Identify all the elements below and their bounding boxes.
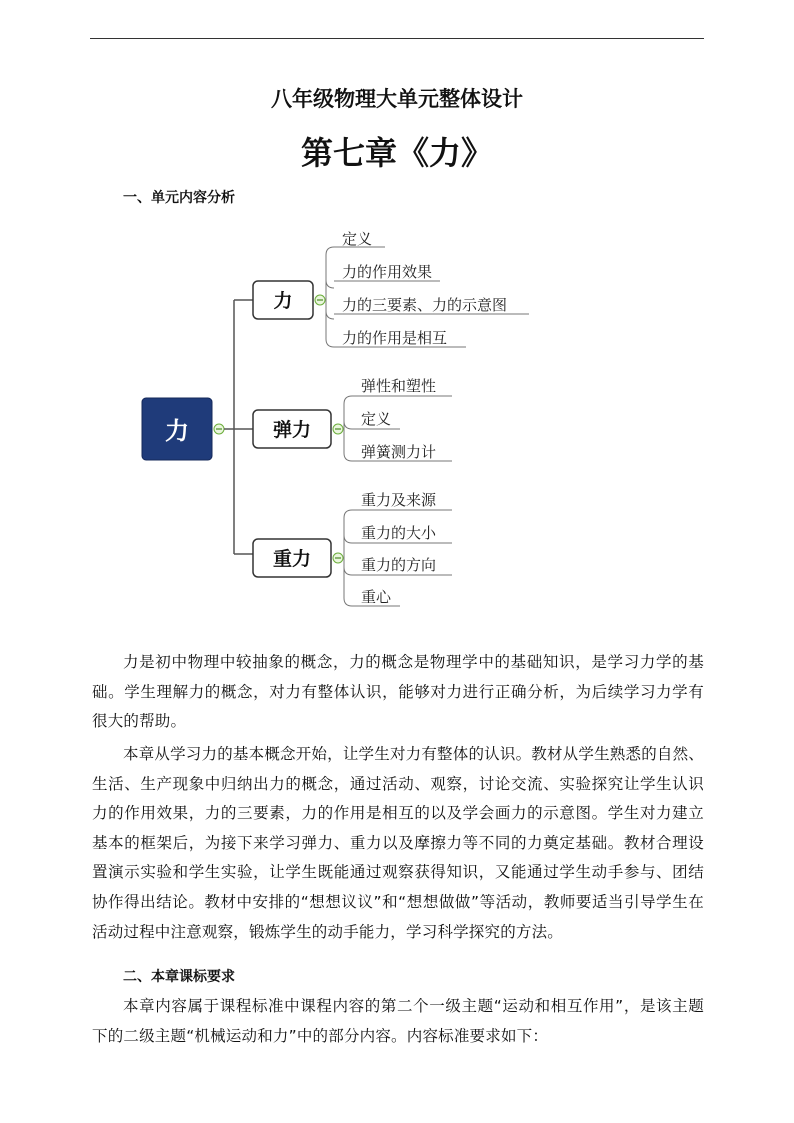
mindmap-leaf: 重力及来源 [361, 491, 437, 509]
collapse-icon[interactable] [333, 424, 343, 434]
mindmap-leaf: 弹性和塑性 [361, 377, 437, 395]
section-heading-curriculum-standards: 二、本章课标要求 [123, 969, 235, 985]
section-heading-content-analysis: 一、单元内容分析 [123, 190, 235, 206]
chapter-title: 第七章《力》 [300, 134, 493, 172]
collapse-icon[interactable] [214, 424, 224, 434]
mindmap-leaf: 定义 [361, 410, 392, 428]
root-connector-lines [224, 300, 253, 554]
collapse-icon[interactable] [333, 553, 343, 563]
mindmap-leaf: 力的作用效果 [342, 263, 433, 281]
mindmap-leaf: 重力的方向 [361, 556, 437, 574]
mindmap-leaf: 力的作用是相互 [342, 329, 448, 347]
mindmap-leaf: 力的三要素、力的示意图 [342, 296, 508, 314]
document-title: 八年级物理大单元整体设计 [271, 86, 523, 111]
branch-label-elastic-force: 弹力 [272, 419, 312, 441]
mindmap-leaf: 定义 [342, 230, 373, 248]
mindmap-branch-elastic-force [253, 377, 452, 461]
body-paragraph: 本章内容属于课程标准中课程内容的第二个一级主题“运动和相互作用”，是该主题下的二级主题“机械运动和力”中的部分内容。内容标准要求如下： [92, 997, 704, 1045]
mindmap-branch-force [253, 230, 529, 347]
mindmap-root-node [142, 398, 212, 460]
branch-label-force: 力 [273, 290, 293, 312]
collapse-icon[interactable] [315, 295, 325, 305]
header-rule [90, 38, 704, 39]
mindmap-branch-gravity [253, 491, 452, 606]
mindmap-leaf: 重心 [361, 588, 392, 606]
mindmap-leaf: 弹簧测力计 [361, 443, 437, 461]
mind-map [0, 215, 794, 615]
body-paragraph: 力是初中物理中较抽象的概念，力的概念是物理学中的基础知识，是学习力学的基础。学生理解力的概念，对力有整体认识，能够对力进行正确分析，为后续学习力学有很大的帮助。 [92, 653, 704, 731]
branch-label-gravity: 重力 [272, 548, 312, 570]
mindmap-root-label: 力 [165, 417, 189, 445]
body-paragraph: 本章从学习力的基本概念开始，让学生对力有整体的认识。教材从学生熟悉的自然、生活、生产现象中归纳出力的概念，通过活动、观察，讨论交流、实验探究让学生认识力的作用效果，力的三要素，力的作用是相互的以及学会画力的示意图。学生对力建立基本的框架后，为接下来学习弹力、重力以及摩擦力等不同的力奠定基础。教材合理设置演示实验和学生实验，让学生既能通过观察获得知识，又能通过学生动手参与、团结协作得出结论。教材中安排的“想想议议”和“想想做做”等活动，教师要适当引导学生在活动过程中注意观察，锻炼学生的动手能力，学习科学探究的方法。 [92, 745, 704, 941]
mindmap-leaf: 重力的大小 [361, 524, 437, 542]
